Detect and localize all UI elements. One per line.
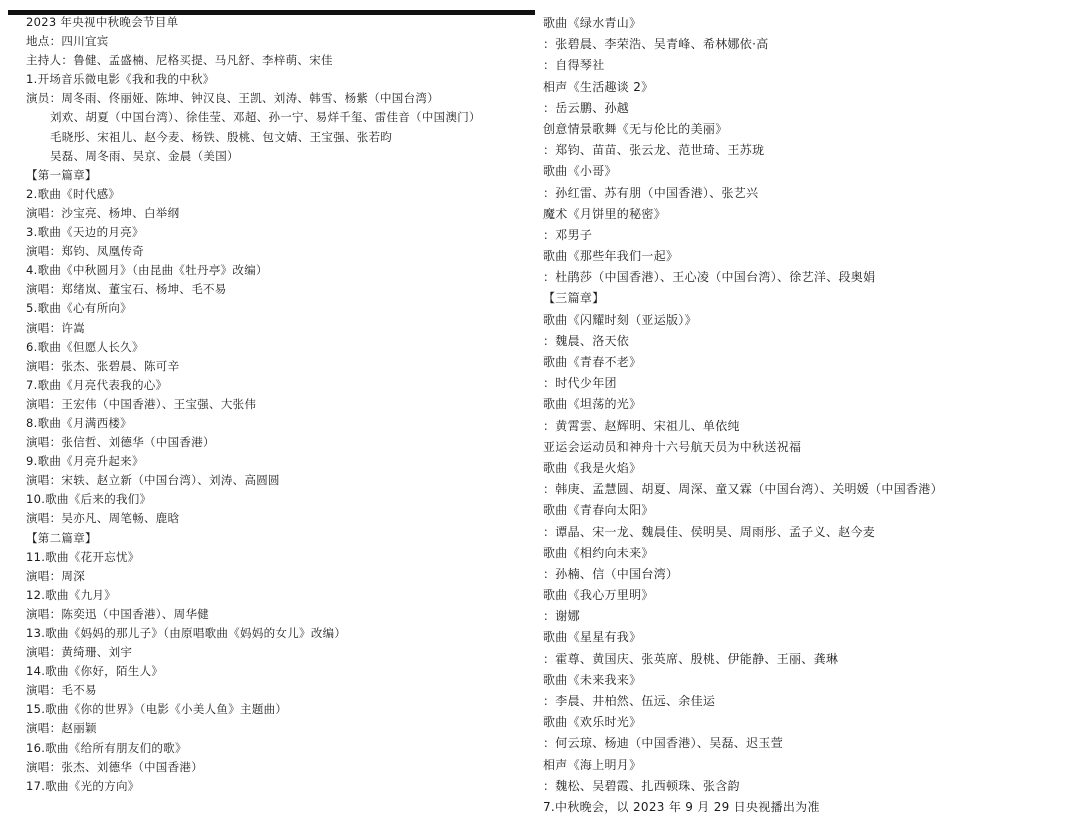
program-line: ：霍尊、黄国庆、张英席、殷桃、伊能静、王丽、龚琳	[543, 651, 839, 666]
program-list-left-column	[26, 13, 546, 796]
program-line: 吴磊、周冬雨、吴京、金晨（美国）	[50, 148, 239, 163]
program-line: 2023 年央视中秋晚会节目单	[26, 15, 179, 29]
program-line: 歌曲《我心万里明》	[543, 588, 654, 603]
program-line: 歌曲《星星有我》	[543, 630, 642, 645]
program-line: 15.歌曲《你的世界》（电影《小美人鱼》主题曲）	[26, 702, 288, 717]
program-line: 8.歌曲《月满西楼》	[26, 415, 132, 430]
program-line: 刘欢、胡夏（中国台湾）、徐佳莹、邓超、孙一宁、易烊千玺、雷佳音（中国澳门）	[50, 110, 481, 125]
program-line: ：岳云鹏、孙越	[543, 100, 630, 115]
program-line: ：孙红雷、苏有朋（中国香港）、张艺兴	[543, 185, 759, 200]
program-line: 演员：周冬雨、佟丽娅、陈坤、钟汉良、王凯、刘涛、韩雪、杨紫（中国台湾）	[26, 91, 439, 106]
program-line: 【三篇章】	[543, 291, 605, 306]
program-line: 6.歌曲《但愿人长久》	[26, 339, 144, 354]
program-line: 毛晓彤、宋祖儿、赵今麦、杨铁、殷桃、包文婧、王宝强、张若昀	[50, 129, 393, 144]
program-line: 2.歌曲《时代感》	[26, 186, 121, 201]
program-line: 演唱：许嵩	[26, 320, 85, 335]
program-line: 演唱：郑钧、凤凰传奇	[26, 244, 144, 259]
program-line: 创意情景歌舞《无与伦比的美丽》	[543, 121, 728, 136]
program-line: 演唱：吴亦凡、周笔畅、鹿晗	[26, 511, 180, 526]
program-line: 地点：四川宜宾	[26, 34, 109, 49]
program-line: 5.歌曲《心有所向》	[26, 301, 132, 316]
program-line: 16.歌曲《给所有朋友们的歌》	[26, 740, 187, 755]
program-line: 相声《生活趣谈 2》	[543, 79, 654, 94]
program-line: 演唱：张信哲、刘德华（中国香港）	[26, 435, 215, 450]
program-line: ：自得琴社	[543, 58, 605, 73]
program-line: 【第二篇章】	[26, 530, 97, 545]
program-line: 歌曲《那些年我们一起》	[543, 249, 679, 264]
program-line: 11.歌曲《花开忘忧》	[26, 549, 140, 564]
program-line: 歌曲《闪耀时刻（亚运版）》	[543, 312, 697, 327]
program-line: ：时代少年团	[543, 376, 617, 391]
program-line: 歌曲《小哥》	[543, 164, 617, 179]
program-line: 演唱：陈奕迅（中国香港）、周华健	[26, 606, 210, 621]
program-line: ：郑钧、苗苗、张云龙、范世琦、王苏珑	[543, 143, 765, 158]
program-line: 歌曲《我是火焰》	[543, 460, 642, 475]
program-line: 演唱：毛不易	[26, 683, 97, 698]
program-line: 12.歌曲《九月》	[26, 587, 116, 602]
program-line: ：魏松、吴碧霞、扎西顿珠、张含韵	[543, 778, 740, 793]
program-line: ：李晨、井柏然、伍远、余佳运	[543, 694, 716, 708]
program-line: 歌曲《相约向未来》	[543, 545, 654, 560]
program-line: 相声《海上明月》	[543, 757, 642, 772]
program-line: 7.歌曲《月亮代表我的心》	[26, 377, 168, 392]
program-line: 歌曲《绿水青山》	[543, 16, 642, 30]
program-line: 演唱：王宏伟（中国香港）、王宝强、大张伟	[26, 396, 257, 411]
program-line: 14.歌曲《你好，陌生人》	[26, 664, 164, 679]
program-line: 3.歌曲《天边的月亮》	[26, 225, 144, 240]
program-line: ：韩庚、孟慧圆、胡夏、周深、童又霖（中国台湾）、关明媛（中国香港）	[543, 482, 943, 497]
program-line: 13.歌曲《妈妈的那儿子》（由原唱歌曲《妈妈的女儿》改编）	[26, 626, 347, 640]
program-line: 17.歌曲《光的方向》	[26, 778, 140, 793]
program-line: 魔术《月饼里的秘密》	[543, 206, 667, 221]
program-line: 主持人：鲁健、孟盛楠、尼格买提、马凡舒、李梓萌、宋佳	[26, 53, 333, 68]
program-line: 9.歌曲《月亮升起来》	[26, 454, 144, 469]
program-line: ：邓男子	[543, 227, 593, 242]
program-line: ：魏晨、洛天依	[543, 333, 630, 348]
program-line: 演唱：张杰、张碧晨、陈可辛	[26, 358, 180, 373]
program-line: 7.中秋晚会，以 2023 年 9 月 29 日央视播出为准	[543, 799, 820, 814]
program-line: 歌曲《未来我来》	[543, 672, 642, 687]
program-line: 1.开场音乐微电影《我和我的中秋》	[26, 72, 215, 87]
program-line: 演唱：宋轶、赵立新（中国台湾）、刘涛、高圆圆	[26, 473, 280, 488]
program-line: 演唱：张杰、刘德华（中国香港）	[26, 759, 203, 774]
program-line: ：黄霄雲、赵辉明、宋祖儿、单依纯	[543, 418, 740, 433]
program-line: 歌曲《青春向太阳》	[543, 503, 654, 518]
program-list-right-column	[543, 13, 1063, 818]
program-line: 演唱：沙宝亮、杨坤、白举纲	[26, 205, 180, 220]
program-line: ：杜鹃莎（中国香港）、王心凌（中国台湾）、徐艺洋、段奥娟	[543, 270, 876, 285]
program-line: 亚运会运动员和神舟十六号航天员为中秋送祝福	[543, 439, 802, 454]
program-line: 歌曲《欢乐时光》	[543, 715, 642, 730]
program-line: ：谢娜	[543, 609, 580, 624]
program-line: 【第一篇章】	[26, 167, 97, 182]
program-line: 歌曲《坦荡的光》	[543, 397, 642, 412]
program-line: 演唱：黄绮珊、刘宇	[26, 645, 133, 660]
program-line: ：谭晶、宋一龙、魏晨佳、侯明昊、周雨彤、孟子义、赵今麦	[543, 524, 876, 539]
program-line: 4.歌曲《中秋圆月》（由昆曲《牡丹亭》改编）	[26, 263, 268, 278]
program-line: 歌曲《青春不老》	[543, 355, 642, 369]
program-line: 演唱：周深	[26, 568, 85, 583]
program-line: 演唱：赵丽颖	[26, 721, 97, 736]
program-line: 10.歌曲《后来的我们》	[26, 492, 152, 507]
program-line: 演唱：郑绪岚、董宝石、杨坤、毛不易	[26, 282, 227, 297]
program-line: ：张碧晨、李荣浩、吴青峰、希林娜依·高	[543, 37, 769, 52]
program-line: ：孙楠、信（中国台湾）	[543, 566, 679, 581]
program-line: ：何云琼、杨迪（中国香港）、吴磊、迟玉萱	[543, 736, 784, 751]
